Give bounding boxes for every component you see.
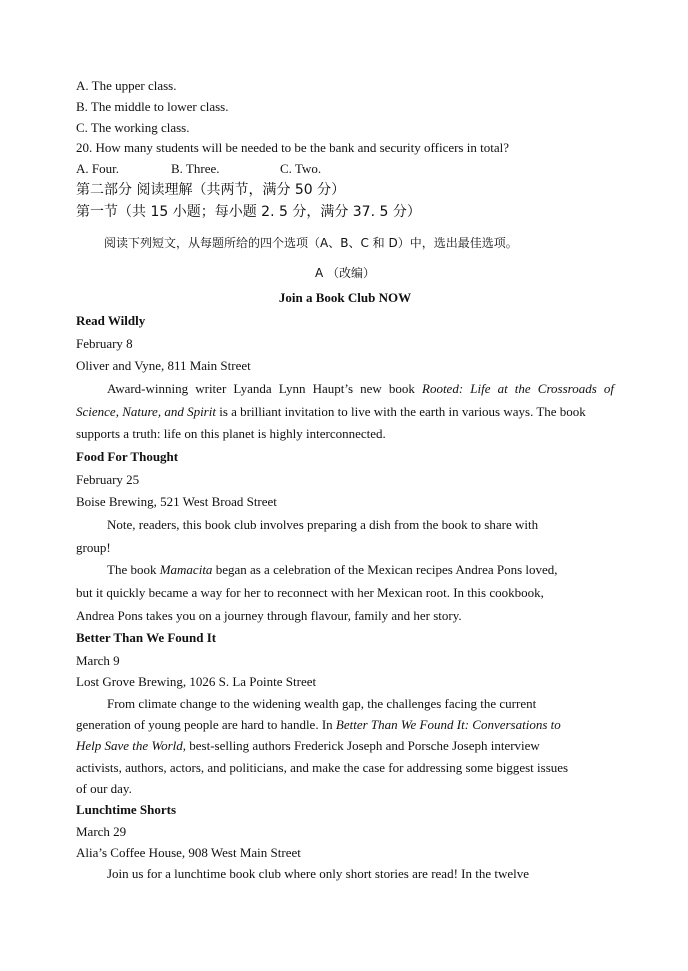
club-3-text-line-5: of our day. bbox=[76, 781, 132, 796]
club-3-text-line-1: From climate change to the widening wealth gap, the challenges facing the current bbox=[107, 696, 537, 711]
q20-option-b: B. Three. bbox=[171, 161, 220, 176]
club-1-place: Oliver and Vyne, 811 Main Street bbox=[76, 358, 251, 373]
club-1-name: Read Wildly bbox=[76, 313, 146, 328]
club-4-place: Alia’s Coffee House, 908 West Main Street bbox=[76, 845, 301, 860]
club-2-text-line-4: but it quickly became a way for her to reconnect with her Mexican root. In this cookbook, bbox=[76, 585, 544, 600]
q20-option-c: C. Two. bbox=[280, 161, 322, 176]
passage-label: A （改编） bbox=[314, 266, 376, 280]
club-4-name: Lunchtime Shorts bbox=[76, 802, 177, 817]
club-4-date: March 29 bbox=[76, 824, 127, 839]
club-1-text-line-3: supports a truth: life on this planet is highly interconnected. bbox=[76, 426, 386, 441]
club-1-date: February 8 bbox=[76, 336, 133, 351]
club-1-text-line-1: Award-winning writer Lyanda Lynn Haupt’s new book Rooted: Life at the Crossroads of bbox=[107, 381, 615, 396]
club-3-place: Lost Grove Brewing, 1026 S. La Pointe Street bbox=[76, 674, 317, 689]
q19-option-a: A. The upper class. bbox=[76, 78, 177, 93]
club-1-text-line-2: Science, Nature, and Spirit is a brilliant invitation to live with the earth in various ways. The book bbox=[76, 404, 586, 419]
club-3-text-line-2: generation of young people are hard to handle. In Better Than We Found It: Conversations to bbox=[76, 717, 561, 732]
part2-heading: 第二部分 阅读理解（共两节，满分 50 分） bbox=[76, 182, 346, 198]
club-2-text-line-5: Andrea Pons takes you on a journey through flavour, family and her story. bbox=[76, 608, 462, 623]
club-2-text-line-1: Note, readers, this book club involves preparing a dish from the book to share with bbox=[107, 517, 539, 532]
q19-option-b: B. The middle to lower class. bbox=[76, 99, 229, 114]
q19-option-c: C. The working class. bbox=[76, 120, 190, 135]
club-2-name: Food For Thought bbox=[76, 449, 179, 464]
club-3-text-line-4: activists, authors, actors, and politicians, and make the case for addressing some biggest issues bbox=[76, 760, 569, 775]
club-3-name: Better Than We Found It bbox=[76, 630, 217, 645]
passage-title: Join a Book Club NOW bbox=[278, 290, 412, 305]
club-2-date: February 25 bbox=[76, 472, 140, 487]
q20-question: 20. How many students will be needed to be the bank and security officers in total? bbox=[76, 140, 509, 155]
club-3-date: March 9 bbox=[76, 653, 120, 668]
club-4-text-line-1: Join us for a lunchtime book club where only short stories are read! In the twelve bbox=[107, 866, 530, 881]
q20-option-a: A. Four. bbox=[76, 161, 119, 176]
club-2-text-line-3: The book Mamacita began as a celebration of the Mexican recipes Andrea Pons loved, bbox=[107, 562, 558, 577]
reading-instructions: 阅读下列短文，从每题所给的四个选项（A、B、C 和 D）中，选出最佳选项。 bbox=[104, 236, 518, 250]
club-2-text-line-2: group! bbox=[76, 540, 111, 555]
club-3-text-line-3: Help Save the World, best-selling authors Frederick Joseph and Porsche Joseph interview bbox=[76, 738, 540, 753]
section1-heading: 第一节（共 15 小题；每小题 2. 5 分，满分 37. 5 分） bbox=[76, 204, 421, 220]
club-2-place: Boise Brewing, 521 West Broad Street bbox=[76, 494, 277, 509]
